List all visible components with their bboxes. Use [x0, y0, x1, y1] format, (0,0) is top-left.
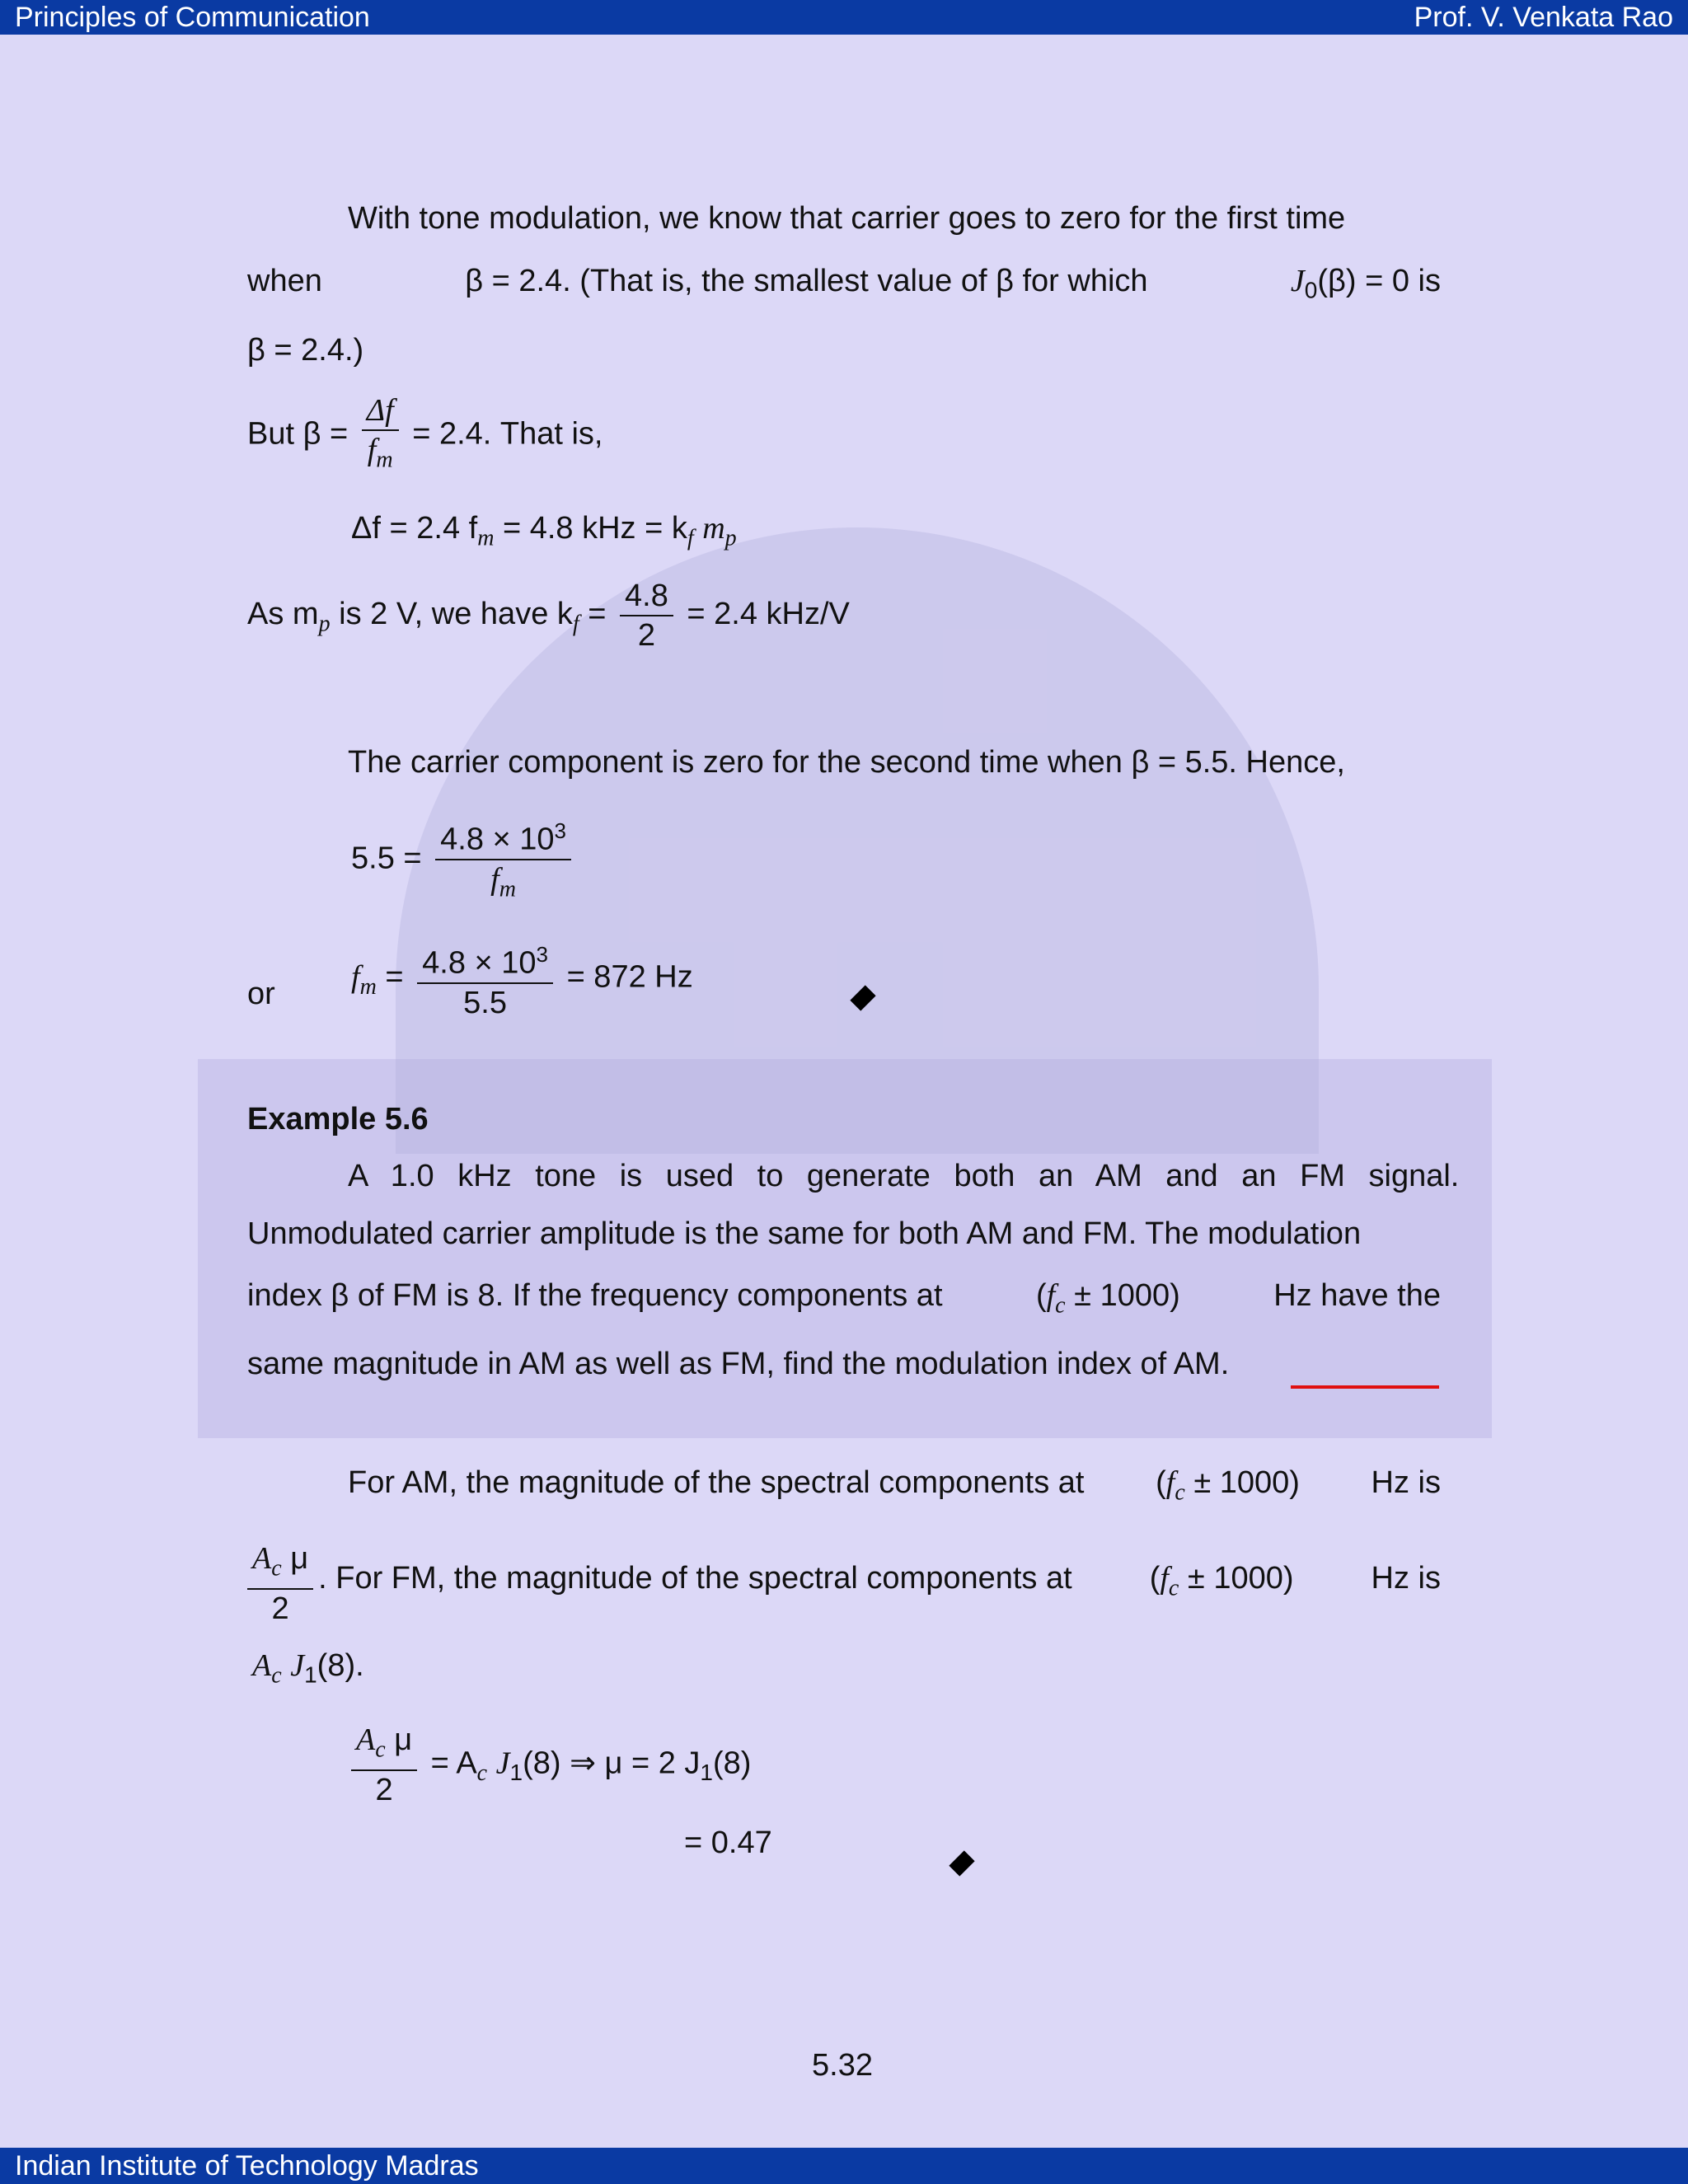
example-line4: same magnitude in AM as well as FM, find the modulation index of AM.	[247, 1347, 1230, 1381]
header-author: Prof. V. Venkata Rao	[1414, 2, 1673, 33]
eq-kf: As $m_p$ is 2 V, we have $k_f$ = $\frac{4.8}{2}$ = 2.4 kHz/V	[247, 579, 850, 653]
eq-or-label: or	[247, 977, 275, 1011]
page-header	[0, 0, 1688, 35]
red-underline	[1291, 1385, 1439, 1389]
solution-line1: For AM, the magnitude of the spectral components at $(f_c \pm 1000)$ Hz is	[348, 1465, 1441, 1506]
para1-line2: when β = 2.4. (That is, the smallest value of β for which $J_0(\beta) = 0$ is	[247, 264, 1441, 303]
solution-result: = 0.47	[684, 1825, 772, 1860]
eq-beta: But β = $\frac{\Delta f}{f_m}$ = 2.4. That is,	[247, 393, 603, 473]
solution-line3: $A_c$ $J_1(8)$.	[252, 1648, 364, 1689]
footer-institution: Indian Institute of Technology Madras	[15, 2150, 479, 2182]
header-title: Principles of Communication	[15, 2, 370, 33]
eq-fm: $f_m$ = $\frac{4.8 \times 10^3}{5.5}$ = 872 Hz	[351, 935, 693, 1022]
end-of-solution-diamond-icon	[949, 1850, 974, 1876]
solution-line2: $\frac{A_c \mu}{2}$ . For FM, the magnitude of the spectral components at $(f_c \pm 1000)$ Hz is	[247, 1540, 1441, 1628]
solution-equation: $\frac{A_c \mu}{2}$ = $A_c$ $J_1(8)$ ⇒ μ = 2 $J_1(8)$	[351, 1721, 751, 1809]
para1-line1: With tone modulation, we know that carrier goes to zero for the first time	[348, 201, 1346, 236]
page-footer	[0, 2148, 1688, 2184]
para1-line3: β = 2.4.)	[247, 333, 364, 368]
example-title: Example 5.6	[247, 1102, 429, 1137]
example-line3: index β of FM is 8. If the frequency components at $(f_c \pm 1000)$ Hz have the	[247, 1278, 1441, 1319]
example-line2: Unmodulated carrier amplitude is the same for both AM and FM. The modulation	[247, 1216, 1362, 1251]
eq-delta-f: Δf = 2.4 $f_m = 4.8$ kHz = $k_f$ $m_p$	[351, 511, 737, 551]
para2: The carrier component is zero for the second time when β = 5.5. Hence,	[348, 745, 1345, 780]
example-line1: A 1.0 kHz tone is used to generate both an AM and an FM signal.	[348, 1159, 1460, 1193]
page-number: 5.32	[812, 2048, 873, 2083]
eq-5-5: 5.5 = $\frac{4.8 \times 10^3}{f_m}$	[351, 812, 576, 908]
